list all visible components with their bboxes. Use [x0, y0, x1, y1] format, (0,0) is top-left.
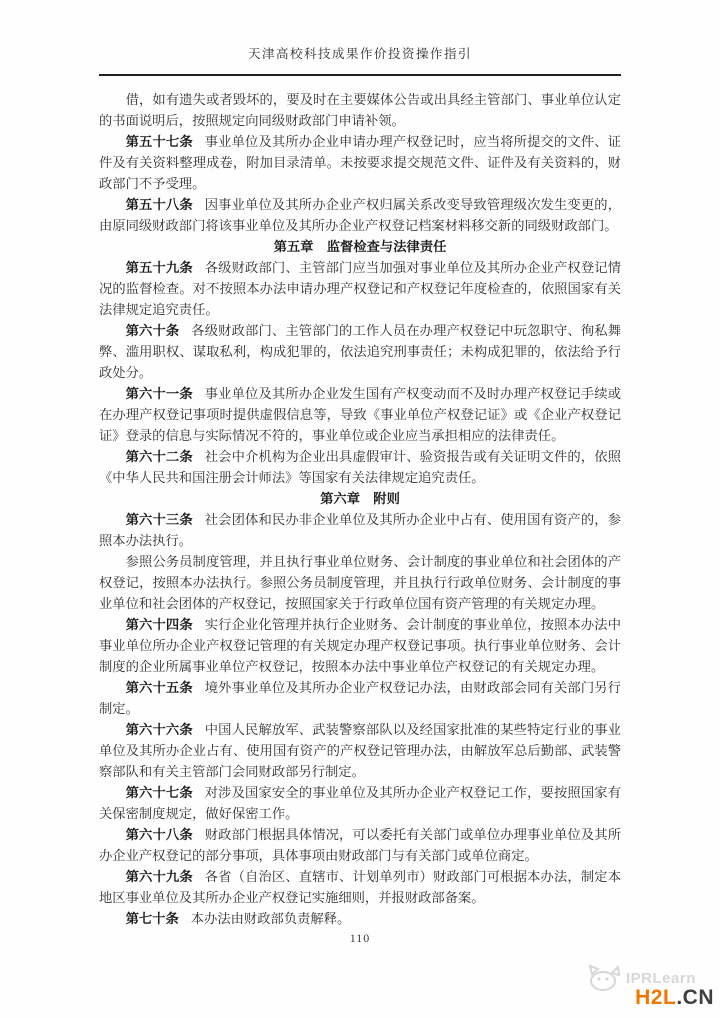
article-number: 第六十八条 [125, 827, 193, 842]
watermark-brand: H2L [635, 986, 677, 1009]
article-text: 社会团体和民办非企业单位及其所办企业中占有、使用国有资产的，参照本办法执行。 [99, 512, 622, 548]
article-text: 财政部门根据具体情况，可以委托有关部门或单位办理事业单位及其所办企业产权登记的部分事项，具体事项由财政部门与有关部门或单位商定。 [99, 827, 622, 863]
article-paragraph [99, 614, 621, 677]
article-number: 第六十六条 [125, 722, 193, 737]
article-paragraph [99, 257, 621, 320]
watermark-brand-lockup [635, 986, 714, 1010]
article-paragraph [99, 509, 621, 551]
article-text: 社会中介机构为企业出具虚假审计、验资报告或有关证明文件的，依照《中华人民共和国注册会计师法》等国家有关法律规定追究责任。 [99, 449, 622, 485]
watermark [588, 964, 716, 1010]
body-paragraph: 借，如有遗失或者毁坏的，要及时在主要媒体公告或出具经主管部门、事业单位认定的书面说明后，按照规定向同级财政部门申请补领。 [99, 92, 621, 128]
page-number: 110 [349, 931, 371, 945]
article-text: 本办法由财政部负责解释。 [190, 911, 351, 926]
article-number: 第六十一条 [125, 386, 193, 401]
article-text: 各级财政部门、主管部门应当加强对事业单位及其所办企业产权登记情况的监督检查。对不按照本办法申请办理产权登记和产权登记年度检查的，依照国家有关法律规定追究责任。 [99, 260, 622, 317]
article-paragraph [99, 131, 621, 194]
chapter-heading: 第五章 监督检查与法律责任 [273, 239, 447, 254]
article-paragraph [99, 782, 621, 824]
article-text: 各省（自治区、直辖市、计划单列市）财政部门可根据本办法，制定本地区事业单位及其所办企业产权登记实施细则，并报财政部备案。 [99, 869, 622, 905]
article-number: 第六十七条 [125, 785, 193, 800]
article-number: 第五十八条 [125, 197, 193, 212]
article-number: 第六十九条 [125, 869, 193, 884]
article-text: 境外事业单位及其所办企业产权登记办法，由财政部会同有关部门另行制定。 [99, 680, 622, 716]
watermark-tld: .CN [676, 986, 714, 1009]
article-number: 第六十二条 [125, 449, 193, 464]
article-paragraph [99, 908, 621, 929]
article-text: 事业单位及其所办企业申请办理产权登记时，应当将所提交的文件、证件及有关资料整理成卷，附加目录清单。未按要求提交规范文件、证件及有关资料的，财政部门不予受理。 [99, 134, 622, 191]
article-paragraph [99, 677, 621, 719]
article-text: 事业单位及其所办企业发生国有产权变动而不及时办理产权登记手续或在办理产权登记事项时提供虚假信息等，导致《事业单位产权登记证》或《企业产权登记证》登录的信息与实际情况不符的，事业单位或企业应当承担相应的法律责任。 [99, 386, 622, 443]
article-paragraph [99, 383, 621, 446]
article-text: 实行企业化管理并执行企业财务、会计制度的事业单位，按照本办法中事业单位所办企业产权登记管理的有关规定办理产权登记事项。执行事业单位财务、会计制度的企业所属事业单位产权登记，按照本办法中事业单位产权登记的有关规定办理。 [99, 617, 622, 674]
article-number: 第六十条 [125, 323, 180, 338]
article-number: 第七十条 [125, 911, 179, 926]
article-number: 第五十九条 [125, 260, 193, 275]
article-paragraph [99, 320, 621, 383]
article-paragraph [99, 866, 621, 908]
article-text: 因事业单位及其所办企业产权归属关系改变导致管理级次发生变更的，由原同级财政部门将该事业单位及其所办企业产权登记档案材料移交新的同级财政部门。 [99, 197, 622, 233]
article-number: 第五十七条 [125, 134, 193, 149]
article-text: 中国人民解放军、武装警察部队以及经国家批准的某些特定行业的事业单位及其所办企业占有、使用国有资产的产权登记管理办法，由解放军总后勤部、武装警察部队和有关主管部门会同财政部另行制定。 [99, 722, 622, 779]
article-number: 第六十四条 [125, 617, 193, 632]
article-text: 对涉及国家安全的事业单位及其所办企业产权登记工作，要按照国家有关保密制度规定，做好保密工作。 [99, 785, 622, 821]
cat-logo-icon [588, 964, 622, 992]
document-body [99, 89, 621, 929]
article-number: 第六十三条 [125, 512, 193, 527]
header-title: 天津高校科技成果作价投资操作指引 [247, 47, 472, 61]
article-paragraph [99, 824, 621, 866]
chapter-heading: 第六章 附则 [320, 491, 400, 506]
body-paragraph: 参照公务员制度管理，并且执行事业单位财务、会计制度的事业单位和社会团体的产权登记，按照本办法执行。参照公务员制度管理，并且执行行政单位财务、会计制度的事业单位和社会团体的产权登记，按照国家关于行政单位国有资产管理的有关规定办理。 [99, 554, 621, 611]
article-text: 各级财政部门、主管部门的工作人员在办理产权登记中玩忽职守、徇私舞弊、滥用职权、谋取私利，构成犯罪的，依法追究刑事责任；未构成犯罪的，依法给予行政处分。 [99, 323, 622, 380]
watermark-ghost-text: IPRLearn [626, 969, 696, 987]
article-paragraph [99, 194, 621, 236]
article-paragraph [99, 719, 621, 782]
article-number: 第六十五条 [125, 680, 193, 695]
page-header [99, 0, 621, 76]
article-paragraph [99, 446, 621, 488]
